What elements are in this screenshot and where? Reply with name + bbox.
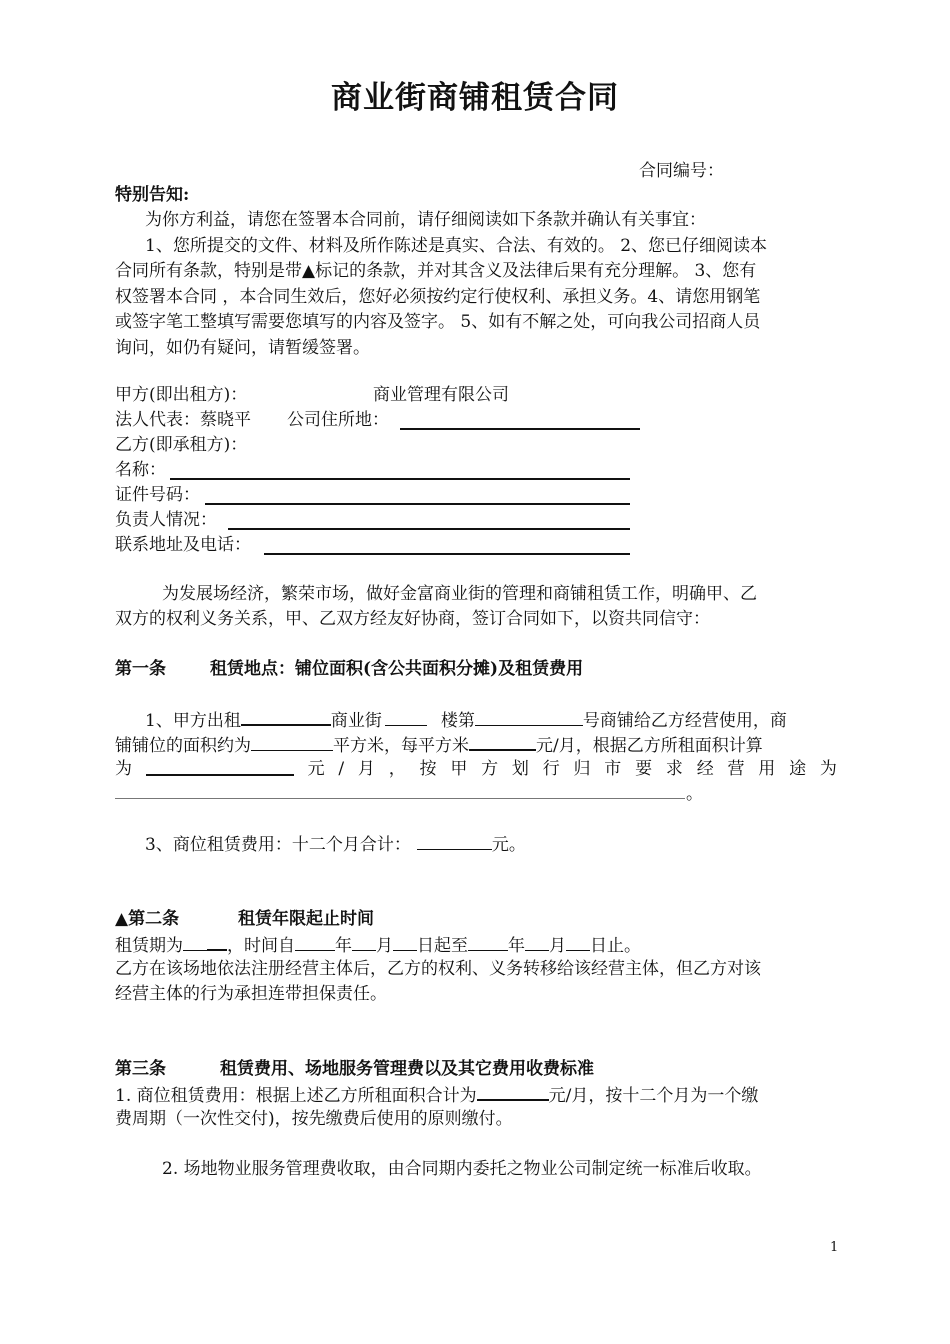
text: 元/月，按十二个月为一个缴 — [548, 1086, 759, 1106]
text: 经 — [696, 759, 714, 779]
notice-line: 或签字笔工整填写需要您填写的内容及签字。 5、如有不解之处，可向我公司招商人员 — [115, 312, 761, 332]
preamble-line: 为发展场经济，繁荣市场，做好金富商业街的管理和商铺租赁工作，明确甲、乙 — [162, 584, 757, 604]
blank-field[interactable] — [251, 733, 333, 751]
article-1-clause-3 — [145, 832, 526, 857]
party-a-name: 商业管理有限公司 — [373, 385, 509, 405]
business-use-field[interactable] — [115, 798, 685, 799]
blank-field[interactable] — [241, 707, 331, 726]
article-3-number: 第三条 — [115, 1059, 166, 1079]
text: 3、商位租赁费用：十二个月合计： — [145, 835, 411, 855]
party-a-representative: 法人代表：蔡晓平 — [115, 410, 251, 430]
blank-field[interactable] — [385, 708, 427, 726]
party-b-contact-label: 联系地址及电话： — [115, 535, 251, 555]
notice-line: 询问，如仍有疑问，请暂缓签署。 — [115, 338, 370, 358]
text: 日起至 — [417, 936, 468, 956]
text: 市 — [604, 759, 622, 779]
text: 用 — [758, 759, 776, 779]
blank-field[interactable] — [393, 933, 417, 951]
text: 为 — [115, 759, 132, 779]
article-2-line-2: 乙方在该场地依法注册经营主体后，乙方的权利、义务转移给该经营主体，但乙方对该 — [115, 959, 761, 979]
text: ， — [388, 759, 406, 779]
notice-heading: 特别告知: — [115, 185, 190, 205]
text: / — [338, 759, 345, 779]
page-number: 1 — [830, 1240, 839, 1255]
text: 元。 — [491, 835, 526, 855]
notice-line: 1、您所提交的文件、材料及所作陈述是真实、合法、有效的。 2、您已仔细阅读本 — [145, 236, 768, 256]
text: 按 — [419, 759, 437, 779]
blank-field[interactable] — [566, 933, 590, 951]
article-2-line-1 — [115, 932, 641, 958]
blank-field[interactable] — [352, 933, 376, 951]
blank-field[interactable] — [295, 933, 335, 951]
blank-field[interactable] — [468, 933, 508, 951]
text: 月 — [549, 936, 566, 956]
text: 1、甲方出租 — [145, 711, 241, 731]
notice-line: 合同所有条款，特别是带▲标记的条款，并对其含义及法律后果有充分理解。 3、您有 — [115, 261, 757, 281]
text: 营 — [727, 759, 745, 779]
text: 划 — [511, 759, 529, 779]
text: 元/月，根据乙方所租面积计算 — [536, 736, 763, 756]
text: 平方米，每平方米 — [333, 736, 469, 756]
text: 1. 商位租赁费用：根据上述乙方所租面积合计为 — [115, 1086, 477, 1106]
contract-number-label: 合同编号： — [639, 161, 724, 181]
text: 日止。 — [590, 936, 641, 956]
party-a-address-field[interactable] — [400, 428, 640, 430]
text: 行 — [542, 759, 560, 779]
party-b-id-label: 证件号码： — [115, 485, 200, 505]
party-b-responsible-label: 负责人情况： — [115, 510, 217, 530]
text: 年 — [335, 936, 352, 956]
party-b-name-label: 名称： — [115, 460, 166, 480]
text: 途 — [789, 759, 807, 779]
blank-field[interactable] — [477, 1082, 549, 1101]
text: 月 — [376, 936, 393, 956]
notice-intro: 为你方利益，请您在签署本合同前，请仔细阅读如下条款并确认有关事宜： — [145, 210, 706, 230]
notice-line: 权签署本合同 ，本合同生效后，您好必须按约定行使权利、承担义务。4、请您用钢笔 — [115, 287, 761, 307]
party-b-responsible-field[interactable] — [228, 528, 630, 530]
party-b-label: 乙方(即承租方)： — [115, 435, 248, 455]
article-3-clause-1-line-1 — [115, 1082, 758, 1108]
text: 元 — [307, 759, 325, 779]
text: 方 — [481, 759, 499, 779]
blank-field[interactable] — [525, 933, 549, 951]
text: 商业街 — [330, 711, 382, 731]
article-1-clause-1-line-1 — [145, 707, 787, 733]
text: 甲 — [450, 759, 468, 779]
article-3-clause-2: 2. 场地物业服务管理费收取，由合同期内委托之物业公司制定统一标准后收取。 — [162, 1159, 762, 1179]
blank-field[interactable] — [417, 832, 492, 850]
text: 求 — [665, 759, 683, 779]
party-b-name-field[interactable] — [170, 478, 630, 480]
blank-field[interactable] — [475, 708, 583, 726]
text: 为 — [819, 759, 837, 779]
party-b-contact-field[interactable] — [264, 553, 630, 555]
text: 归 — [573, 759, 591, 779]
article-2-title: 租赁年限起止时间 — [238, 909, 374, 929]
article-1-title: 租赁地点：铺位面积(含公共面积分摊)及租赁费用 — [210, 659, 584, 679]
article-1-number: 第一条 — [115, 659, 166, 679]
text: 月 — [357, 759, 375, 779]
text: 楼第 — [440, 711, 475, 731]
preamble-line: 双方的权利义务关系，甲、乙双方经友好协商，签订合同如下，以资共同信守： — [115, 609, 710, 629]
party-a-label: 甲方(即出租方)： — [115, 385, 248, 405]
blank-field[interactable] — [469, 732, 536, 751]
page-title: 商业街商铺租赁合同 — [331, 80, 619, 116]
party-a-address-label: 公司住所地： — [287, 410, 389, 430]
article-3-title: 租赁费用、场地服务管理费以及其它费用收费标准 — [220, 1059, 594, 1079]
text: ，时间自 — [227, 936, 295, 956]
article-1-clause-1-line-2 — [115, 732, 763, 758]
text: 要 — [635, 759, 653, 779]
blank-field[interactable] — [183, 933, 207, 951]
blank-field[interactable] — [146, 757, 294, 776]
article-3-clause-1-line-2: 费周期（一次性交付)，按先缴费后使用的原则缴付。 — [115, 1109, 513, 1129]
article-2-number: ▲第二条 — [115, 909, 180, 929]
blank-field[interactable] — [207, 932, 227, 951]
text: 铺铺位的面积约为 — [115, 736, 251, 756]
text: 年 — [508, 936, 525, 956]
article-2-line-3: 经营主体的行为承担连带担保责任。 — [115, 984, 387, 1004]
line-end-period: 。 — [686, 784, 703, 804]
article-1-clause-1-line-3 — [115, 757, 837, 781]
party-b-id-field[interactable] — [205, 503, 630, 505]
text: 租赁期为 — [115, 936, 183, 956]
text: 号商铺给乙方经营使用，商 — [582, 711, 787, 731]
